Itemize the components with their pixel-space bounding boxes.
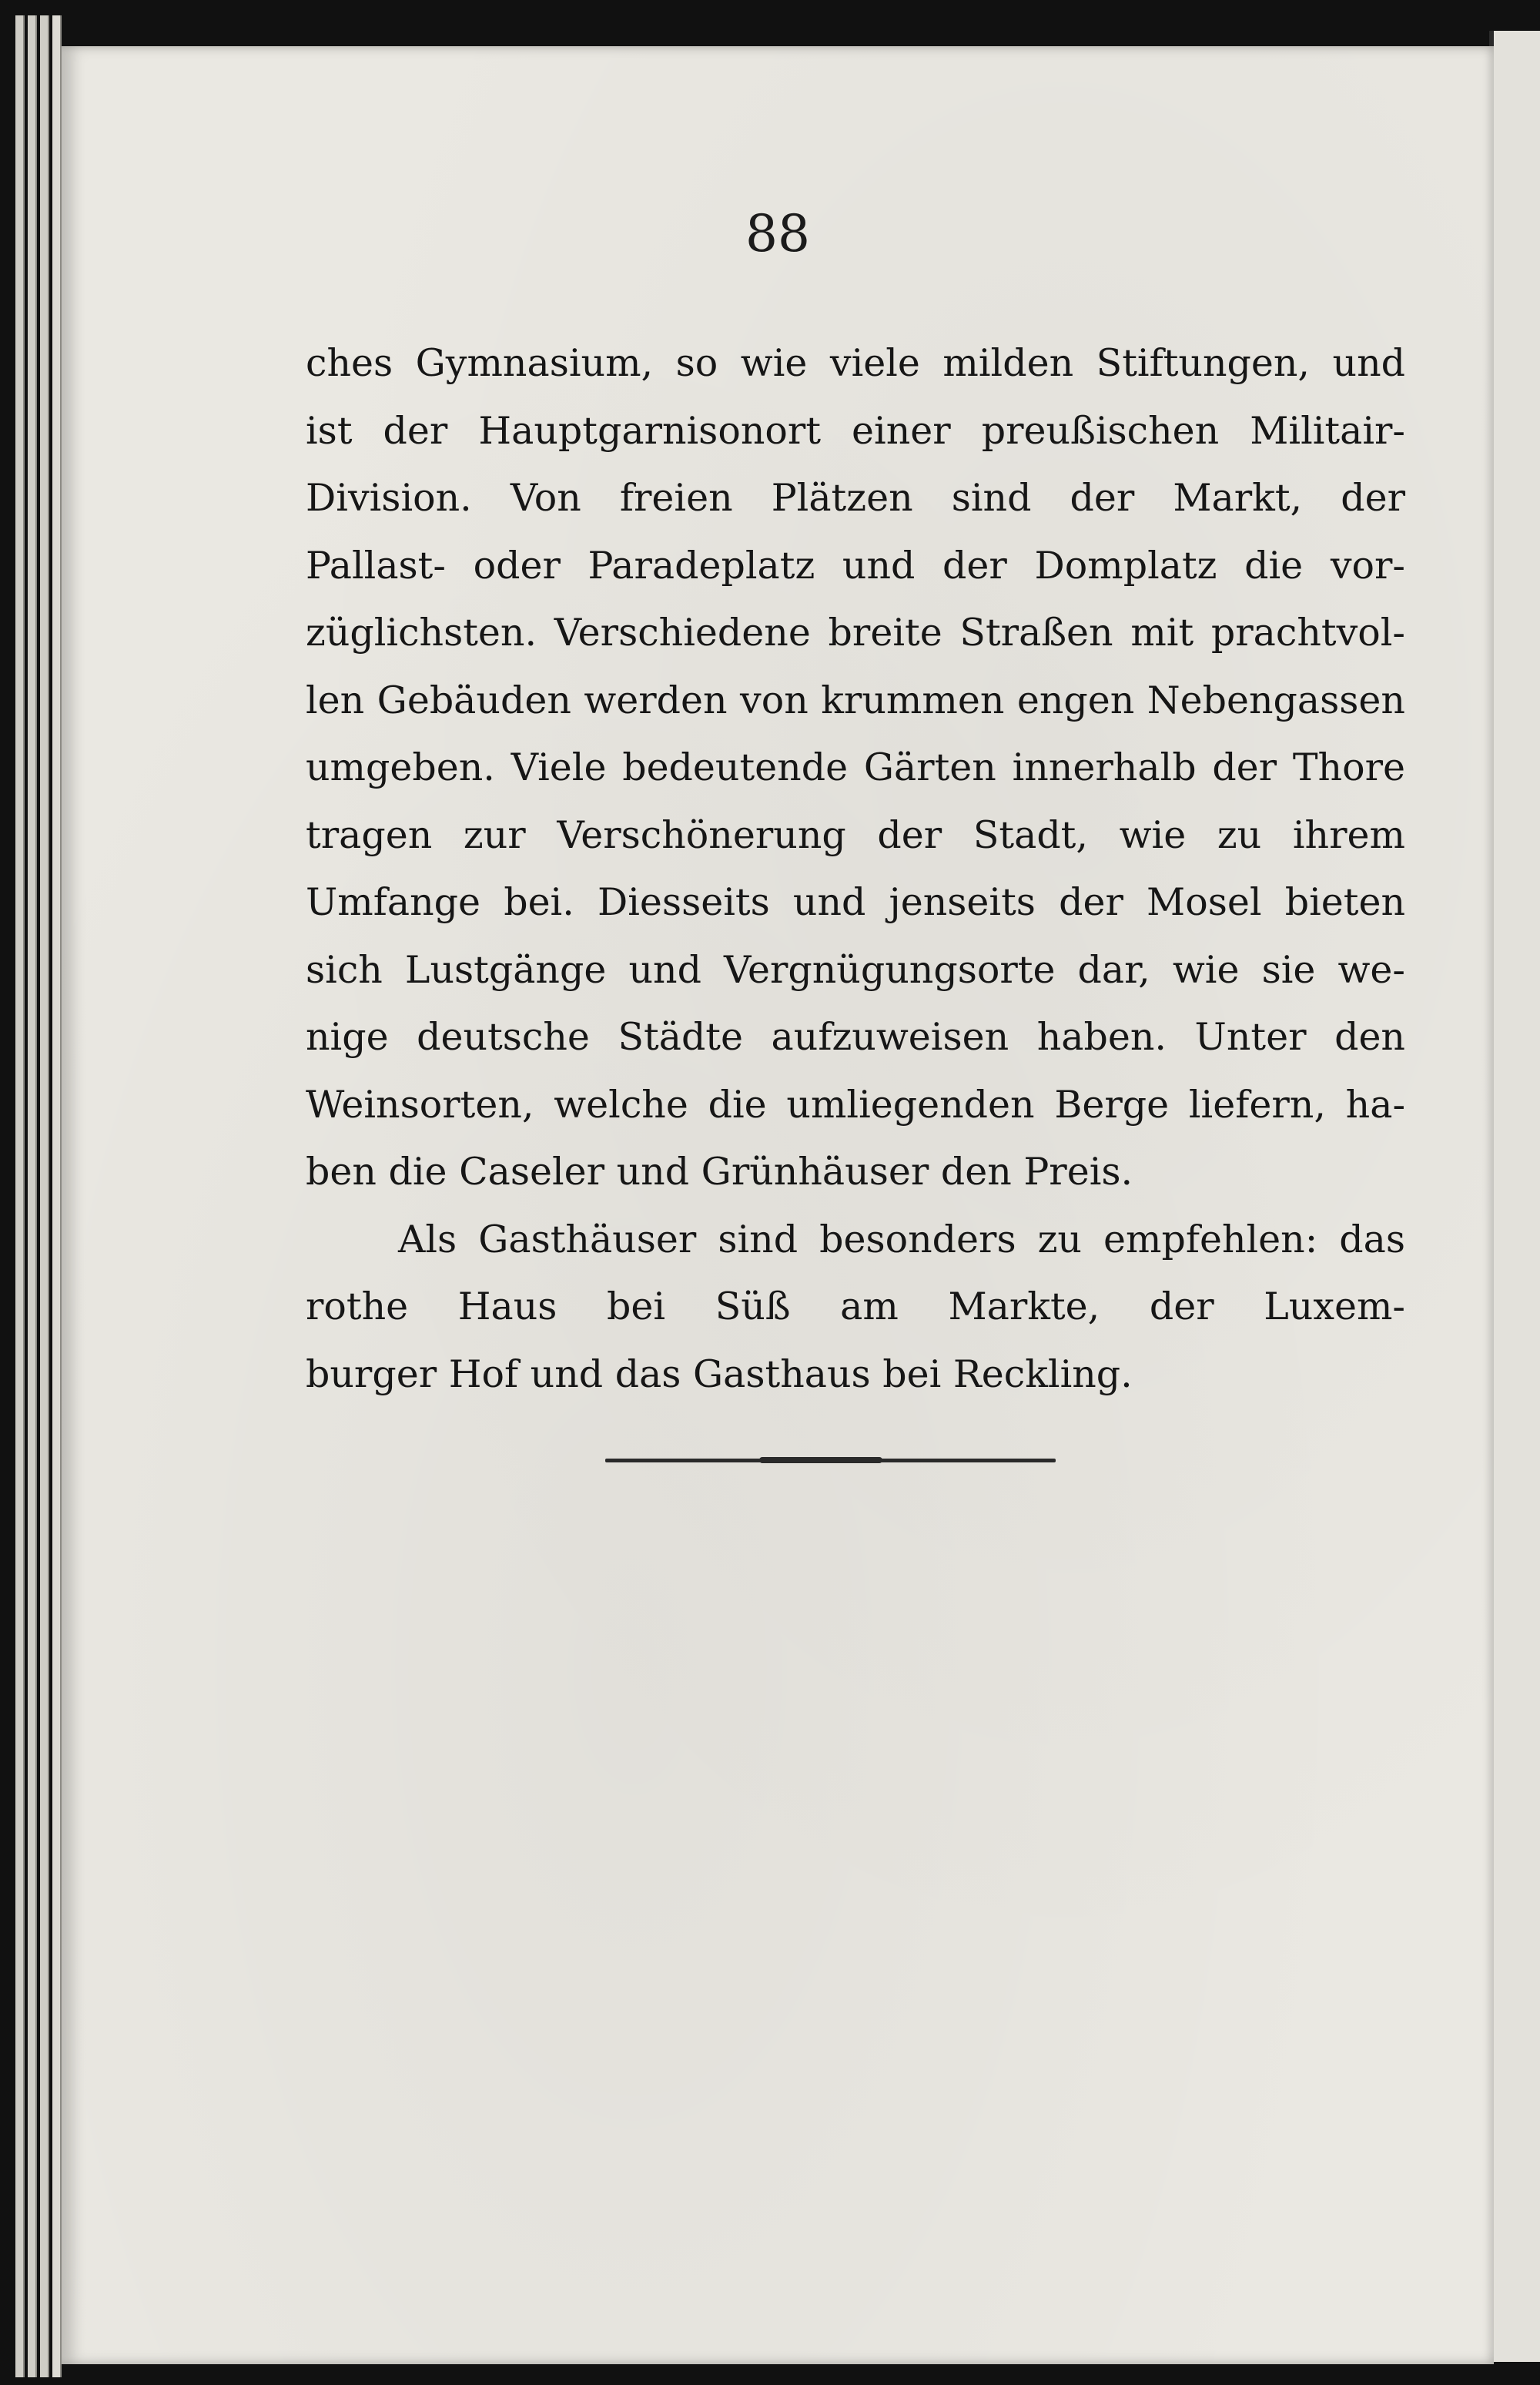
text-line: Division. Von freien Plätzen sind der Markt, der xyxy=(306,476,1405,520)
text-line: ist der Hauptgarnisonort einer preußischen Militair- xyxy=(306,408,1405,453)
page-edge xyxy=(28,15,37,2377)
text-line: umgeben. Viele bedeutende Gärten innerhalb der Thore xyxy=(306,745,1405,789)
text-line: len Gebäuden werden von krummen engen Nebengassen xyxy=(306,678,1405,722)
text-line: ches Gymnasium, so wie viele milden Stiftungen, und xyxy=(306,341,1405,385)
text-line: züglichsten. Verschiedene breite Straßen mit prachtvol- xyxy=(306,611,1405,655)
section-divider xyxy=(605,1459,1056,1462)
text-line: ben die Caseler und Grünhäuser den Preis. xyxy=(306,1150,1133,1194)
text-line: Als Gasthäuser sind besonders zu empfehlen: das xyxy=(398,1217,1405,1261)
text-line: burger Hof und das Gasthaus bei Reckling. xyxy=(306,1352,1133,1396)
text-line: Umfange bei. Diesseits und jenseits der Mosel bieten xyxy=(306,880,1405,924)
facing-page-edge xyxy=(1489,31,1540,2362)
page-edge xyxy=(40,15,49,2377)
page-number: 88 xyxy=(745,204,810,263)
body-text xyxy=(306,330,1405,1408)
text-line: Pallast- oder Paradeplatz und der Domplatz die vor- xyxy=(306,543,1405,588)
book-page xyxy=(62,46,1494,2364)
text-line: tragen zur Verschönerung der Stadt, wie zu ihrem xyxy=(306,812,1405,857)
text-line: rothe Haus bei Süß am Markte, der Luxem- xyxy=(306,1285,1405,1328)
page-edge xyxy=(15,15,25,2377)
text-line: sich Lustgänge und Vergnügungsorte dar, wie sie we- xyxy=(306,947,1405,992)
text-line: Weinsorten, welche die umliegenden Berge liefern, ha- xyxy=(306,1082,1405,1127)
text-line: nige deutsche Städte aufzuweisen haben. Unter den xyxy=(306,1015,1405,1059)
page-edge xyxy=(52,15,62,2377)
